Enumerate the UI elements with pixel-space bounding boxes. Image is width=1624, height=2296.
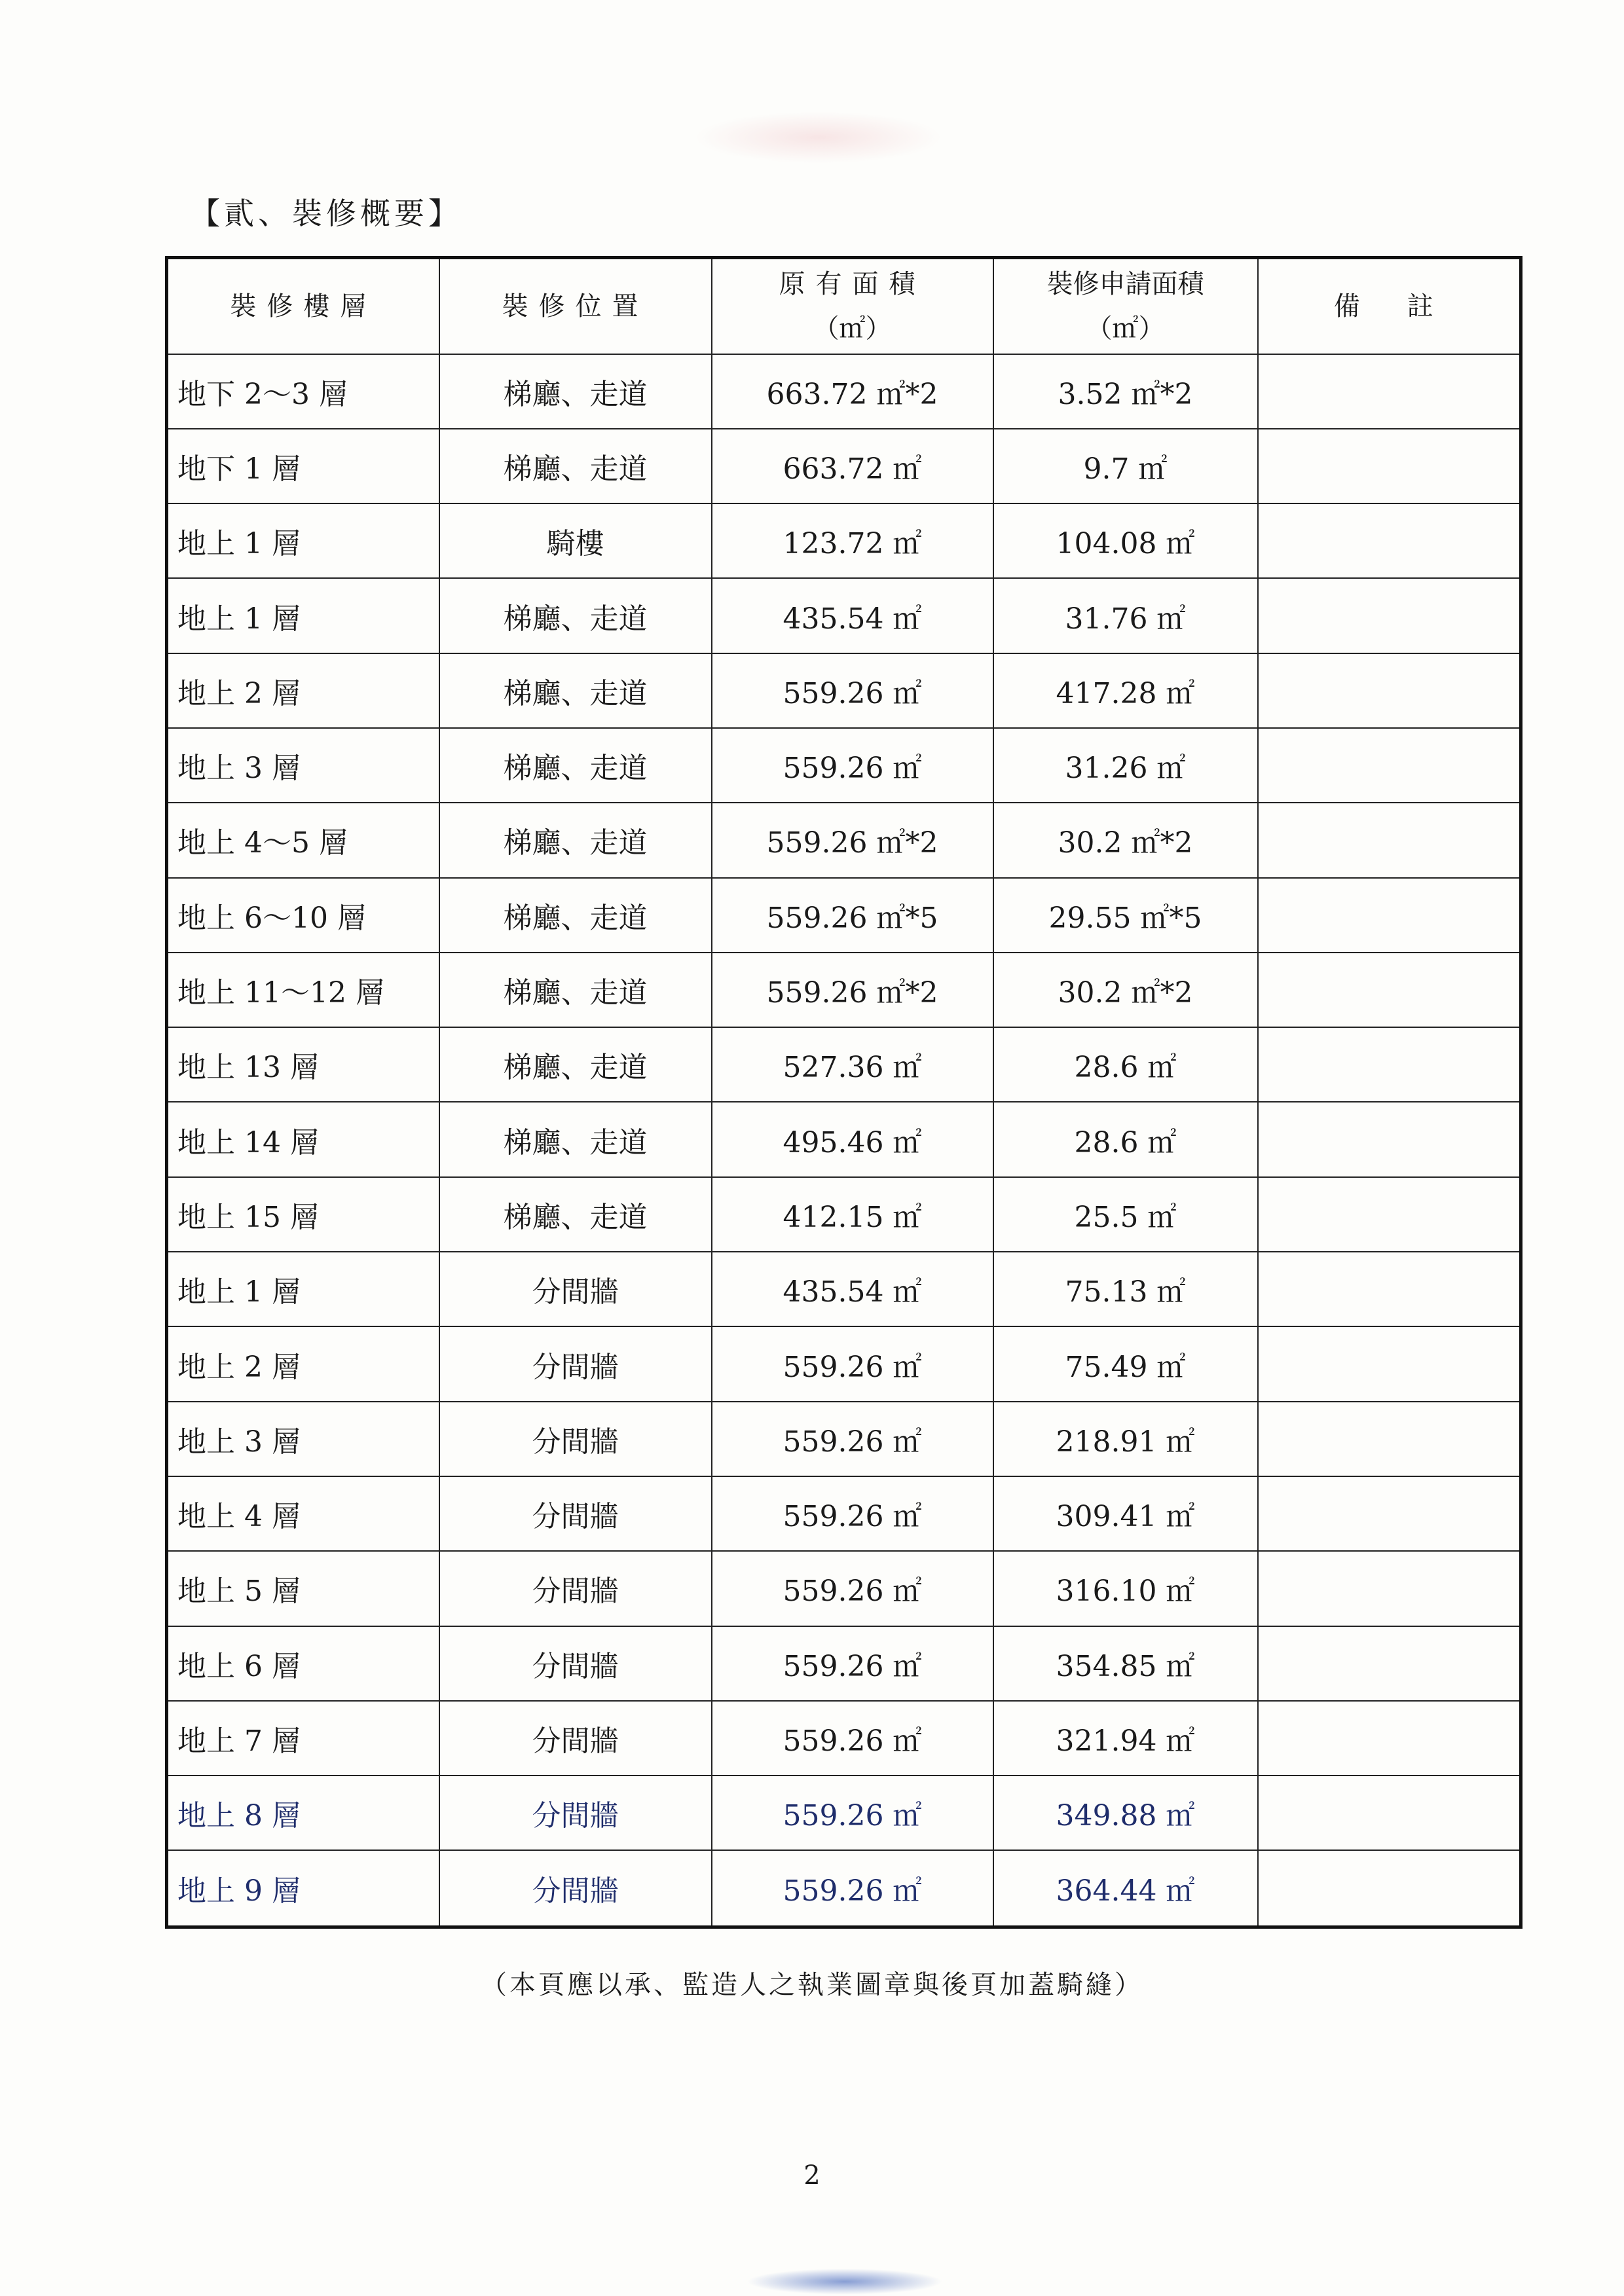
- cell-remarks: [1258, 953, 1521, 1027]
- cell-original-area: 559.26 ㎡: [712, 1476, 993, 1551]
- blue-stamp-mark: [747, 2269, 943, 2295]
- header-applied-area-unit: （㎡）: [1086, 313, 1165, 344]
- cell-location: 分間牆: [439, 1626, 712, 1701]
- cell-floor: 地上 4～5 層: [167, 803, 439, 877]
- cell-original-area: 527.36 ㎡: [712, 1027, 993, 1102]
- cell-location: 梯廳、走道: [439, 728, 712, 803]
- cell-applied-area: 25.5 ㎡: [993, 1177, 1258, 1252]
- header-location: 裝修位置: [439, 258, 712, 354]
- cell-applied-area: 29.55 ㎡*5: [993, 878, 1258, 953]
- cell-applied-area: 3.52 ㎡*2: [993, 354, 1258, 429]
- cell-location: 梯廳、走道: [439, 578, 712, 653]
- cell-original-area: 559.26 ㎡: [712, 1551, 993, 1626]
- cell-remarks: [1258, 653, 1521, 728]
- cell-remarks: [1258, 1626, 1521, 1701]
- cell-location: 梯廳、走道: [439, 429, 712, 503]
- cell-original-area: 123.72 ㎡: [712, 503, 993, 578]
- header-applied-area: [993, 258, 1258, 354]
- cell-floor: 地上 1 層: [167, 1252, 439, 1326]
- cell-floor: 地上 8 層: [167, 1776, 439, 1850]
- cell-remarks: [1258, 1476, 1521, 1551]
- header-floor: 裝修樓層: [167, 258, 439, 354]
- cell-floor: 地上 4 層: [167, 1476, 439, 1551]
- cell-applied-area: 354.85 ㎡: [993, 1626, 1258, 1701]
- cell-remarks: [1258, 803, 1521, 877]
- cell-floor: 地下 1 層: [167, 429, 439, 503]
- cell-remarks: [1258, 354, 1521, 429]
- page-number: 2: [803, 2160, 821, 2191]
- cell-applied-area: 75.49 ㎡: [993, 1326, 1258, 1401]
- header-original-area-label: 原有面積: [779, 268, 926, 299]
- table-row: [167, 354, 1521, 429]
- cell-applied-area: 309.41 ㎡: [993, 1476, 1258, 1551]
- table-row: [167, 1177, 1521, 1252]
- cell-location: 梯廳、走道: [439, 653, 712, 728]
- cell-location: 分間牆: [439, 1476, 712, 1551]
- renovation-summary-table: [165, 256, 1522, 1929]
- cell-applied-area: 75.13 ㎡: [993, 1252, 1258, 1326]
- cell-location: 梯廳、走道: [439, 1027, 712, 1102]
- cell-remarks: [1258, 429, 1521, 503]
- table-row: [167, 1102, 1521, 1176]
- cell-remarks: [1258, 1402, 1521, 1476]
- header-original-area: [712, 258, 993, 354]
- cell-original-area: 435.54 ㎡: [712, 1252, 993, 1326]
- cell-original-area: 435.54 ㎡: [712, 578, 993, 653]
- table-row: [167, 578, 1521, 653]
- table-row: [167, 1850, 1521, 1927]
- cell-original-area: 559.26 ㎡*2: [712, 953, 993, 1027]
- cell-remarks: [1258, 1326, 1521, 1401]
- cell-location: 梯廳、走道: [439, 803, 712, 877]
- table-row: [167, 953, 1521, 1027]
- cell-floor: 地上 5 層: [167, 1551, 439, 1626]
- cell-applied-area: 104.08 ㎡: [993, 503, 1258, 578]
- cell-floor: 地上 2 層: [167, 1326, 439, 1401]
- table-header-row: [167, 258, 1521, 354]
- cell-floor: 地上 3 層: [167, 1402, 439, 1476]
- cell-remarks: [1258, 1551, 1521, 1626]
- cell-applied-area: 31.26 ㎡: [993, 728, 1258, 803]
- cell-floor: 地上 1 層: [167, 503, 439, 578]
- header-applied-area-label: 裝修申請面積: [1046, 268, 1204, 299]
- cell-floor: 地上 2 層: [167, 653, 439, 728]
- cell-original-area: 559.26 ㎡: [712, 1326, 993, 1401]
- cell-applied-area: 316.10 ㎡: [993, 1551, 1258, 1626]
- cell-original-area: 559.26 ㎡: [712, 1776, 993, 1850]
- cell-location: 騎樓: [439, 503, 712, 578]
- cell-floor: 地上 6 層: [167, 1626, 439, 1701]
- cell-original-area: 412.15 ㎡: [712, 1177, 993, 1252]
- table-row: [167, 728, 1521, 803]
- cell-floor: 地上 3 層: [167, 728, 439, 803]
- cell-applied-area: 417.28 ㎡: [993, 653, 1258, 728]
- cell-floor: 地上 1 層: [167, 578, 439, 653]
- table-row: [167, 803, 1521, 877]
- header-original-area-unit: （㎡）: [813, 313, 892, 344]
- faint-stamp-mark: [694, 111, 943, 164]
- table-row: [167, 1252, 1521, 1326]
- cell-floor: 地上 14 層: [167, 1102, 439, 1176]
- cell-remarks: [1258, 1850, 1521, 1927]
- cell-remarks: [1258, 1102, 1521, 1176]
- cell-remarks: [1258, 1177, 1521, 1252]
- cell-remarks: [1258, 728, 1521, 803]
- cell-location: 分間牆: [439, 1326, 712, 1401]
- table-row: [167, 1701, 1521, 1776]
- cell-original-area: 559.26 ㎡: [712, 1701, 993, 1776]
- cell-original-area: 559.26 ㎡: [712, 1402, 993, 1476]
- header-remarks: 備 註: [1258, 258, 1521, 354]
- cell-applied-area: 31.76 ㎡: [993, 578, 1258, 653]
- cell-applied-area: 9.7 ㎡: [993, 429, 1258, 503]
- cell-applied-area: 364.44 ㎡: [993, 1850, 1258, 1927]
- cell-floor: 地上 7 層: [167, 1701, 439, 1776]
- cell-floor: 地上 11～12 層: [167, 953, 439, 1027]
- cell-location: 梯廳、走道: [439, 878, 712, 953]
- cell-location: 梯廳、走道: [439, 1177, 712, 1252]
- cell-remarks: [1258, 1701, 1521, 1776]
- table-row: [167, 429, 1521, 503]
- table-row: [167, 1626, 1521, 1701]
- table-row: [167, 1551, 1521, 1626]
- cell-original-area: 559.26 ㎡: [712, 728, 993, 803]
- cell-original-area: 663.72 ㎡: [712, 429, 993, 503]
- cell-applied-area: 349.88 ㎡: [993, 1776, 1258, 1850]
- cell-remarks: [1258, 503, 1521, 578]
- cell-remarks: [1258, 1027, 1521, 1102]
- cell-applied-area: 30.2 ㎡*2: [993, 953, 1258, 1027]
- cell-remarks: [1258, 578, 1521, 653]
- cell-remarks: [1258, 878, 1521, 953]
- cell-applied-area: 28.6 ㎡: [993, 1102, 1258, 1176]
- cell-original-area: 495.46 ㎡: [712, 1102, 993, 1176]
- cell-original-area: 559.26 ㎡*2: [712, 803, 993, 877]
- cell-floor: 地下 2～3 層: [167, 354, 439, 429]
- cell-location: 分間牆: [439, 1776, 712, 1850]
- cell-original-area: 663.72 ㎡*2: [712, 354, 993, 429]
- cell-floor: 地上 6～10 層: [167, 878, 439, 953]
- table-row: [167, 503, 1521, 578]
- cell-original-area: 559.26 ㎡: [712, 1850, 993, 1927]
- cell-applied-area: 321.94 ㎡: [993, 1701, 1258, 1776]
- cell-floor: 地上 13 層: [167, 1027, 439, 1102]
- cell-original-area: 559.26 ㎡*5: [712, 878, 993, 953]
- cell-applied-area: 218.91 ㎡: [993, 1402, 1258, 1476]
- cell-applied-area: 28.6 ㎡: [993, 1027, 1258, 1102]
- table-row: [167, 1027, 1521, 1102]
- cell-original-area: 559.26 ㎡: [712, 1626, 993, 1701]
- cell-floor: 地上 9 層: [167, 1850, 439, 1927]
- cell-location: 梯廳、走道: [439, 1102, 712, 1176]
- table-row: [167, 1326, 1521, 1401]
- cell-location: 分間牆: [439, 1850, 712, 1927]
- cell-location: 分間牆: [439, 1701, 712, 1776]
- cell-floor: 地上 15 層: [167, 1177, 439, 1252]
- cell-remarks: [1258, 1252, 1521, 1326]
- table-row: [167, 1776, 1521, 1850]
- cell-location: 分間牆: [439, 1252, 712, 1326]
- cell-remarks: [1258, 1776, 1521, 1850]
- table-row: [167, 878, 1521, 953]
- cell-applied-area: 30.2 ㎡*2: [993, 803, 1258, 877]
- cell-location: 分間牆: [439, 1402, 712, 1476]
- cell-location: 梯廳、走道: [439, 953, 712, 1027]
- section-title: 【貳、裝修概要】: [190, 196, 462, 231]
- table-row: [167, 1402, 1521, 1476]
- table-row: [167, 653, 1521, 728]
- cell-original-area: 559.26 ㎡: [712, 653, 993, 728]
- cell-location: 梯廳、走道: [439, 354, 712, 429]
- cell-location: 分間牆: [439, 1551, 712, 1626]
- seal-footnote: （本頁應以承、監造人之執業圖章與後頁加蓋騎縫）: [481, 1970, 1143, 2000]
- table-row: [167, 1476, 1521, 1551]
